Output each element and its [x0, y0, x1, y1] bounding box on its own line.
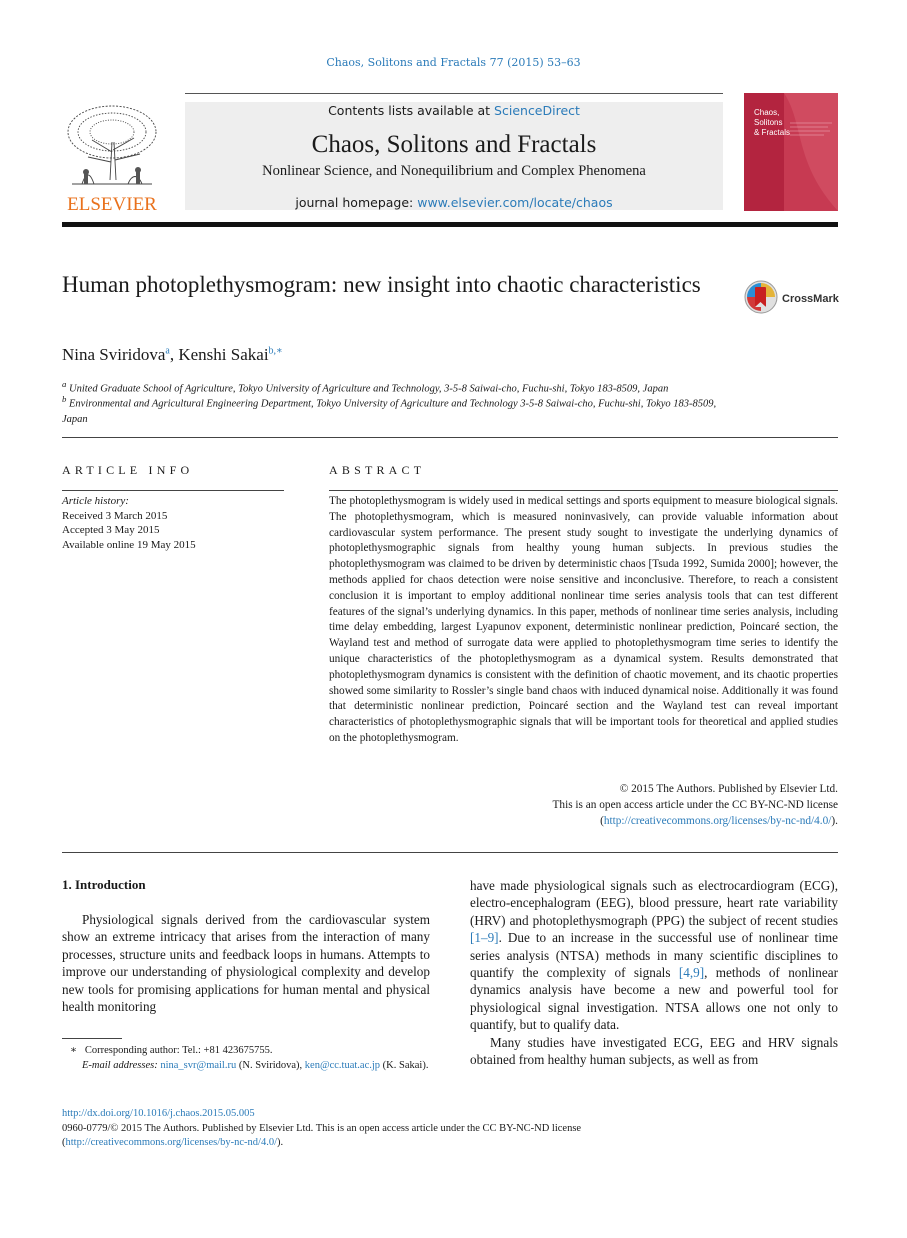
abstract-heading: ABSTRACT	[329, 463, 426, 477]
affiliation-text: United Graduate School of Agriculture, Tokyo University of Agriculture and Technology, 3-5-8 Saiwai-cho, Fuchu-shi, Tokyo 183-8509, Japan	[69, 383, 669, 395]
elsevier-tree-icon	[62, 102, 162, 214]
abstract-rule	[329, 490, 838, 491]
footnotes	[62, 1044, 430, 1073]
elsevier-wordmark: ELSEVIER	[67, 194, 157, 214]
license-link[interactable]: http://creativecommons.org/licenses/by-nc-nd/4.0/	[65, 1137, 278, 1149]
homepage-prefix: journal homepage:	[295, 195, 418, 210]
affiliation-text: Environmental and Agricultural Engineering Department, Tokyo University of Agriculture and Technology 3-5-8 Saiwai-cho, Fuchu-shi, Tokyo 183-8509, Japan	[62, 398, 717, 425]
affiliation-label: a	[62, 379, 67, 389]
svg-text:Solitons: Solitons	[754, 118, 783, 127]
intro-paragraph: have made physiological signals such as electrocardiogram (ECG), electro-encephalogram (EEG), blood pressure, heart rate variability (HRV) and photoplethysmograph (PPG) the subject of recent studies [1–9]. Due to an increase in the successful use of nonlinear time series analysis (NTSA) methods in many scientific disciplines to quantify the complexity of signals [4,9], methods of nonlinear dynamics analysis have become a new and powerful tool for physiological signal investigation. NTSA allows one not only to quantify, but to qualify data.	[470, 878, 838, 1033]
copyright-line: © 2015 The Authors. Published by Elsevier Ltd.	[619, 783, 838, 795]
page-footer	[62, 1107, 838, 1151]
email-link[interactable]: nina_svr@mail.ru	[160, 1059, 237, 1071]
elsevier-logo	[62, 102, 162, 214]
author-separator: ,	[169, 345, 179, 364]
email-note: E-mail addresses: nina_svr@mail.ru (N. Sviridova), ken@cc.tuat.ac.jp (K. Sakai).	[82, 1059, 429, 1071]
journal-title: Chaos, Solitons and Fractals	[311, 131, 597, 158]
intro-right-column	[470, 877, 838, 1068]
journal-subtitle: Nonlinear Science, and Nonequilibrium and Complex Phenomena	[262, 163, 646, 179]
author-name: Nina Sviridova	[62, 345, 166, 364]
affiliation-marker[interactable]: a	[165, 345, 170, 357]
svg-text:CrossMark: CrossMark	[782, 293, 839, 305]
crossmark-badge[interactable]	[744, 279, 844, 315]
affiliation-rule	[62, 437, 838, 438]
corresponding-author-note: ∗ Corresponding author: Tel.: +81 423675755.	[69, 1045, 273, 1056]
received-date: Received 3 March 2015	[62, 509, 168, 522]
license-link[interactable]: http://creativecommons.org/licenses/by-nc-nd/4.0/	[603, 814, 832, 827]
intro-left-column: Physiological signals derived from the cardiovascular system show an extreme intricacy that arises from the interaction of many processes, structure units and feedback loops in humans. Attempts to improve our understanding of physiological complexity and develop new tools for promising applications for human mental and physical health monitoring	[62, 912, 430, 1015]
header-top-rule	[185, 93, 723, 94]
citation-link[interactable]: [4,9]	[678, 965, 705, 981]
footer-license-line: (http://creativecommons.org/licenses/by-nc-nd/4.0/).	[62, 1137, 284, 1149]
affiliation-label: b	[62, 394, 67, 404]
issn-line: 0960-0779/© 2015 The Authors. Published by Elsevier Ltd. This is an open access article under the CC BY-NC-ND license	[62, 1122, 582, 1134]
doi-link[interactable]: http://dx.doi.org/10.1016/j.chaos.2015.05.005	[62, 1108, 255, 1119]
journal-homepage-line	[185, 195, 723, 210]
email-link[interactable]: ken@cc.tuat.ac.jp	[304, 1059, 381, 1071]
article-history	[62, 494, 284, 553]
journal-cover-thumbnail[interactable]	[744, 93, 838, 211]
abstract-text: The photoplethysmogram is widely used in medical settings and sports equipment to measure biological signals. The photoplethysmogram, which is measured noninvasively, can provide valuable information about cardiovascular system performance. The present study sought to investigate the underlying dynamics of photoplethysmographic signals from healthy young human subjects. In previous studies the photoplethysmogram was claimed to be driven by deterministic chaos [Tsuda 1992, Sumida 2000]; however, the methods applied for chaos detection were noise sensitive and inconclusive. Therefore, to reach a consistent conclusion it is important to employ additional nonlinear time series analysis tools that can test different features of the signal’s underlying dynamics. In this paper, methods of nonlinear time series analysis, including time delay embedding, largest Lyapunov exponent, deterministic nonlinear prediction, Poincaré section, the Wayland test and method of surrogate data were applied to photoplethysmogram time series to identify the unique characteristics of the photoplethysmogram as a dynamical system. Results demonstrated that photoplethysmogram dynamics is consistent with the definition of chaotic movement, and its chaotic properties showed some similarity to Rossler’s single band chaos with induced dynamical noise. Additionally it was found that deterministic nonlinear prediction, Poincaré section and the Wayland test can reveal important characteristics of photoplethysmographic signals that will be important tools for theoretical and applied studies on the photoplethysmogram.	[329, 495, 838, 744]
journal-homepage-link[interactable]: www.elsevier.com/locate/chaos	[417, 195, 613, 210]
affiliation-marker[interactable]: b,∗	[268, 345, 283, 357]
license-line: This is an open access article under the CC BY-NC-ND license	[552, 798, 838, 811]
history-label: Article history:	[62, 495, 129, 507]
header-thick-rule	[62, 222, 838, 227]
journal-reference[interactable]: Chaos, Solitons and Fractals 77 (2015) 53–63	[326, 56, 581, 69]
accepted-date: Accepted 3 May 2015	[62, 524, 160, 537]
author-list	[62, 345, 283, 365]
article-info-heading: ARTICLE INFO	[62, 463, 194, 477]
abstract-bottom-rule	[62, 852, 838, 853]
journal-cover-image	[744, 93, 838, 211]
svg-text:Chaos,: Chaos,	[754, 108, 780, 117]
section-heading-introduction: 1. Introduction	[62, 877, 146, 892]
svg-text:& Fractals: & Fractals	[754, 128, 791, 137]
contents-prefix: Contents lists available at	[328, 103, 495, 118]
crossmark-icon	[744, 279, 844, 315]
footnote-rule	[62, 1038, 122, 1039]
affiliation-b	[62, 392, 742, 427]
author-name: Kenshi Sakai	[178, 345, 269, 364]
contents-line	[185, 103, 723, 118]
article-title: Human photoplethysmogram: new insight into chaotic characteristics	[62, 272, 701, 297]
article-info-rule	[62, 490, 284, 491]
online-date: Available online 19 May 2015	[62, 539, 196, 552]
license-url-line: (http://creativecommons.org/licenses/by-nc-nd/4.0/).	[600, 814, 838, 827]
sciencedirect-link[interactable]: ScienceDirect	[494, 103, 580, 118]
abstract-copyright	[329, 782, 838, 829]
citation-link[interactable]: [1–9]	[470, 930, 499, 946]
intro-paragraph: Many studies have investigated ECG, EEG and HRV signals obtained from healthy human subjects, as well as from	[470, 1034, 838, 1068]
